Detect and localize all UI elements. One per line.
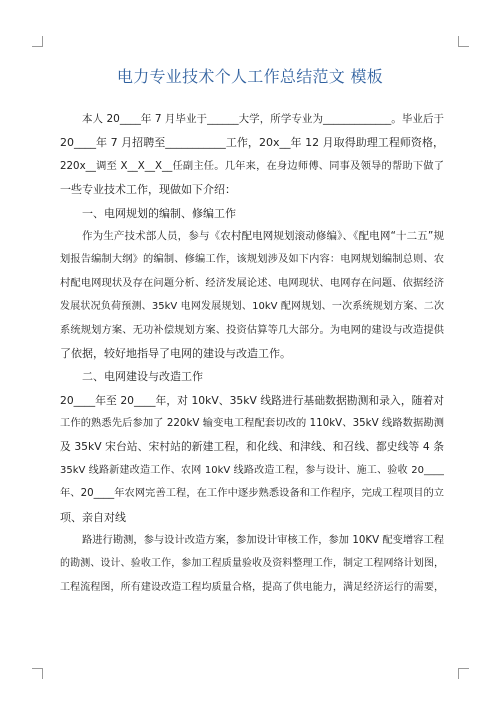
paragraph-line: 路进行勘测，参与设计改造方案，参加设计审核工作，参加 10KV 配变增容工程: [82, 534, 444, 547]
crop-mark-top-right: [458, 36, 469, 47]
paragraph-line: 村配电网现状及存在问题分析、经济发展论述、电网现状、电网存在问题、依据经济: [60, 276, 444, 289]
paragraph-line: 作为生产技术部人员，参与《农村配电网规划滚动修编》、《配电网“十二五”规: [82, 229, 444, 242]
section-heading: 二、电网建设与改造工作: [82, 370, 203, 384]
paragraph-line: 的勘测、设计、验收工作，参加工程质量验收及资料整理工作，制定工程网络计划图，: [60, 558, 444, 570]
paragraph-line: 20____年 7 月招聘至___________工作，20x__年 12 月取得助理工程师资格，: [60, 136, 444, 150]
crop-mark-bottom-left: [32, 668, 43, 679]
document-body: [60, 108, 444, 599]
paragraph-line: 20____年至 20____年，对 10kV、35kV 线路进行基础数据勘测和录入，随着对: [60, 393, 444, 407]
paragraph-line: 发展状况负荷预测、35kV 电网发展规划、10kV 配网规划、一次系统规划方案、二次: [60, 301, 444, 313]
paragraph-line: 本人 20____年 7 月毕业于______大学，所学专业为_____________。毕业后于: [82, 113, 444, 125]
crop-mark-top-left: [32, 36, 43, 47]
paragraph-line: 工程流程图，所有建设改造工程均质量合格，提高了供电能力，满足经济运行的需要，: [60, 581, 444, 593]
section-heading: 一、电网规划的编制、修编工作: [82, 206, 236, 220]
document-title: 电力专业技术个人工作总结范文 模板: [116, 67, 384, 86]
paragraph-line: 一些专业技术工作，现做如下介绍：: [60, 183, 236, 197]
paragraph-line: 划报告编制大纲》的编制、修编工作，该规划涉及如下内容：电网规划编制总则、农: [60, 253, 444, 266]
paragraph-line: 220x__调至 X__X__X__任副主任。几年来，在身边师傅、同事及领导的帮助下做了: [60, 159, 444, 172]
crop-mark-bottom-right: [458, 668, 469, 679]
paragraph-line: 了依据，较好地指导了电网的建设与改造工作。: [60, 346, 291, 360]
paragraph-line: 及 35kV 宋台站、宋村站的新建工程，和化线、和津线、和召线、都史线等 4 条: [60, 440, 444, 454]
paragraph-line: 项、亲自对线: [60, 510, 126, 524]
paragraph-line: 年、20____年农网完善工程，在工作中逐步熟悉设备和工作程序，完成工程项目的立: [60, 487, 444, 500]
paragraph-line: 35kV 线路新建改造工作、农网 10kV 线路改造工程，参与设计、施工、验收 20____: [60, 464, 444, 476]
paragraph-line: 系统规划方案、无功补偿规划方案、投资估算等几大部分。为电网的建设与改造提供: [60, 323, 444, 336]
paragraph-line: 工作的熟悉先后参加了 220kV 输变电工程配套切改的 110kV、35kV 线路数据勘测: [60, 417, 444, 430]
